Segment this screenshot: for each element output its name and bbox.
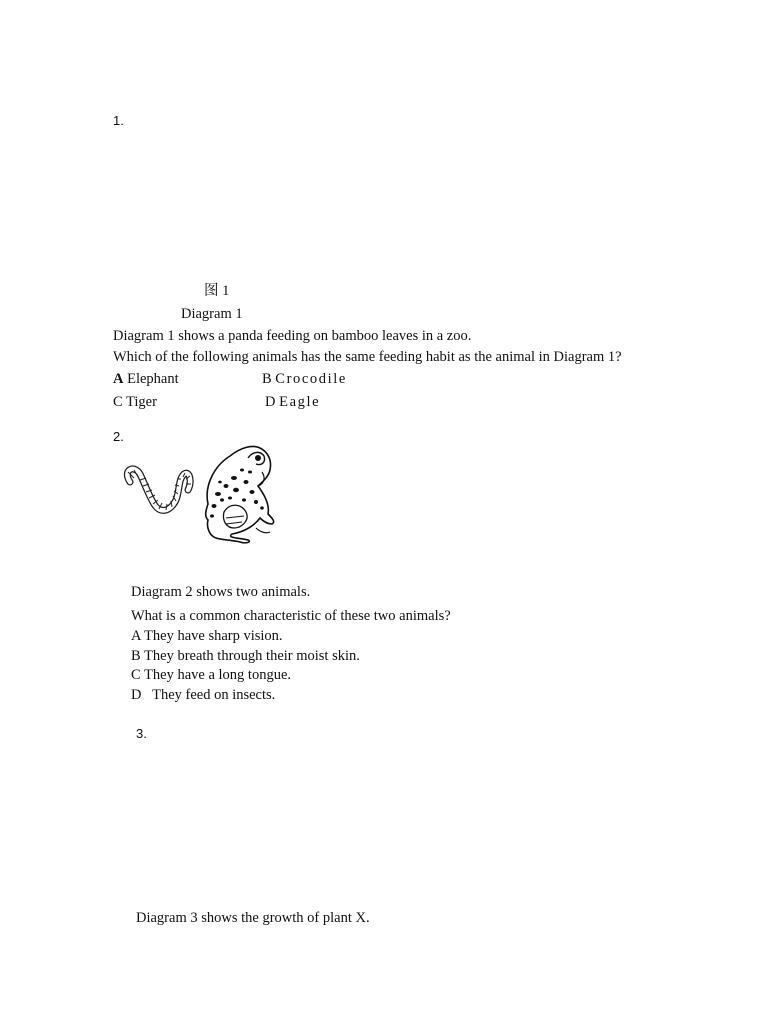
option-b-text: Crocodile <box>275 371 347 387</box>
question-1-statement: Diagram 1 shows a panda feeding on bamboo leaves in a zoo. <box>113 328 472 344</box>
question-2-statement: Diagram 2 shows two animals. <box>131 584 311 600</box>
option-c-letter: C <box>113 394 123 410</box>
option-c-text: Tiger <box>126 394 157 410</box>
question-3-statement: Diagram 3 shows the growth of plant X. <box>136 910 370 926</box>
question-2-question: What is a common characteristic of these two animals? <box>131 608 451 624</box>
option-b <box>262 372 347 387</box>
question-2-option-b: B They breath through their moist skin. <box>131 648 360 664</box>
question-2-option-a: A They have sharp vision. <box>131 628 283 644</box>
option-b-letter: B <box>262 371 272 387</box>
question-2-option-c: C They have a long tongue. <box>131 667 292 683</box>
option-a-letter: A <box>113 371 124 387</box>
question-3-number: 3. <box>136 726 147 741</box>
question-1-number: 1. <box>113 113 124 128</box>
option-a-text: Elephant <box>127 371 179 387</box>
option-a <box>113 372 179 387</box>
option-d-text: Eagle <box>279 394 321 410</box>
question-1-question: Which of the following animals has the same feeding habit as the animal in Diagram 1? <box>113 349 622 365</box>
question-2-number: 2. <box>113 429 124 444</box>
frog-illustration <box>196 442 280 546</box>
figure-1-label: 图 1 <box>204 283 230 299</box>
option-c <box>113 395 157 410</box>
diagram-1-caption: Diagram 1 <box>181 306 243 322</box>
question-2-option-d: D They feed on insects. <box>131 687 276 703</box>
option-d-letter: D <box>265 394 276 410</box>
earthworm-illustration <box>118 462 198 522</box>
option-d <box>265 395 320 410</box>
